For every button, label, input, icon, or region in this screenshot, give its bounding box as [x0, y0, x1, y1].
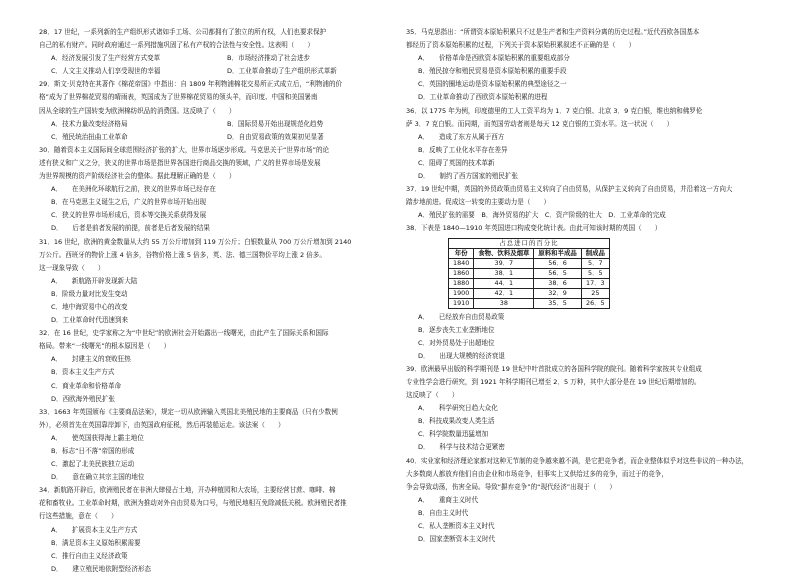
question-text-line: 都经历了资本原始积累的过程，下列关于资本原始积累叙述不正确的是（ ） [406, 41, 636, 50]
answer-option: C．地中海贸易中心的改变 [51, 302, 128, 311]
question-text-line: 外），必须首先在英国靠岸卸下，由英国政府征税，然后再装船运走。该法案（ ） [39, 420, 285, 429]
answer-option: C．对外贸易处于出超地位 [418, 338, 495, 347]
question-text-line: 述有狭义和广义之分，狭义的世界市场是指世界各国进行商品交换的领域，广义的世界市场是发展 [39, 158, 321, 167]
question-text-line: 萨 3．7 克白银。而同期，而英国劳动者则是每天 12 克白银的工资水平。这一状况（ ） [406, 119, 674, 128]
answer-option: D．自由贸易政策的效果初见显著 [227, 132, 324, 141]
option-row [406, 533, 758, 546]
answer-option: D．国家垄断资本主义时代 [418, 535, 496, 544]
data-table [448, 238, 610, 309]
option-row [406, 170, 758, 183]
answer-option: B．满足资本主义原始积累需要 [51, 538, 141, 547]
question-text-line: 40．实业家和经济理论家都对这种无节制的竞争越来越不满，是它把竞争者，而企业整体似乎对这些非议的一种办法， [406, 456, 749, 465]
option-row [39, 563, 389, 576]
answer-option: D．西欧海外殖民扩张 [51, 394, 115, 403]
question-text-line: 这一现象导致（ ） [39, 263, 105, 272]
table-cell: 17．3 [581, 278, 609, 288]
option-row [406, 520, 758, 533]
option-row [406, 78, 758, 91]
question-text-line: 万公斤。西班牙的物价上涨 4 倍多，谷物价格上涨 5 倍多，英、法、德三国物价平均上涨 2 倍多。 [39, 250, 326, 259]
answer-option: C．商业革命和价格革命 [51, 381, 122, 390]
option-row [406, 52, 758, 65]
table-cell: 5．5 [581, 268, 609, 278]
option-row [39, 183, 389, 196]
table-header-cell: 制成品 [581, 248, 609, 258]
answer-option: D．工业革命推动了西欧资本原始积累的进程 [418, 93, 548, 102]
answer-option: A． 封建主义的衰败狂热 [51, 355, 131, 364]
answer-option: C．英国的圈地运动是资本原始积累的典型途径之一 [418, 80, 567, 89]
answer-option: A．技术力量改变经济格局 [51, 119, 128, 128]
question-text-line: 38．下表是 1840—1910 年英国进口构成变化统计表。由此可知该时期的英国（ ） [406, 224, 662, 233]
question-text-line: 格局。带来“一线曙光”的根本原因是（ ） [39, 342, 171, 351]
answer-option: A．殖民扩张的需要 B．海外贸易的扩大 C．资产阶级的壮大 D．工业革命的完成 [418, 211, 666, 220]
question-text-line: 踏步地前进。促成这一转变的主要动力是（ ） [406, 198, 551, 207]
question [406, 363, 758, 455]
answer-option: C．推行自由主义经济政策 [51, 551, 128, 560]
option-row [406, 507, 758, 520]
option-row [39, 131, 389, 144]
question-text-line: 这反映了（ ） [406, 391, 459, 400]
answer-option: C．殖民统治扭曲工业革命 [51, 132, 128, 141]
option-row [406, 157, 758, 170]
option-row [39, 314, 389, 327]
table-cell: 38．6 [534, 278, 581, 288]
option-row [39, 52, 389, 65]
table-cell: 1860 [449, 268, 474, 278]
option-row [39, 353, 389, 366]
answer-option: A． 价格革命是西欧资本原始积累的重要组成部分 [418, 54, 570, 63]
table-row [449, 288, 610, 298]
question-text-line: 34．新航路开辟后，欧洲殖民者在非洲大肆侵占土地，开办种植园和大农场，主要经营甘蔗、咖啡、棉 [39, 486, 336, 495]
table-cell: 38 [474, 298, 534, 308]
question-text-line: 32．在 16 世纪，史学家称之为“中世纪”的欧洲社会开始露出一线曙光，由此产生了国际关系和国际 [39, 329, 329, 338]
answer-option: D．工业革命时代迅速到来 [51, 316, 129, 325]
answer-option: C．狭义的世界市场形成后，资本等交换关系获得发展 [51, 211, 207, 220]
question [39, 236, 389, 328]
question-text-line: 行这些措施，意在（ ） [39, 512, 118, 521]
option-row [39, 537, 389, 550]
answer-option: C．激起了北美民族独立运动 [51, 460, 135, 469]
question [39, 26, 389, 78]
answer-option: C．人文主义推动人们享受现世的幸福 [51, 67, 161, 76]
question [39, 484, 389, 576]
answer-option: B．在马克思主义诞生之后，广义的世界市场开始出现 [51, 198, 207, 207]
table-cell: 39．7 [474, 258, 534, 268]
table-cell: 1900 [449, 288, 474, 298]
option-row [39, 393, 389, 406]
question-text-line: 花和畜牧业。工业革命时期，欧洲为推动对外自由贸易为口号，与殖民地相互免除减低关税。欧洲殖民者推 [39, 499, 347, 508]
table-cell: 35．5 [534, 298, 581, 308]
option-row [39, 445, 389, 458]
option-row [406, 65, 758, 78]
answer-option: D． 出现大规模的经济衰退 [418, 351, 505, 360]
answer-option: D． 建立殖民地依附型经济形态 [51, 564, 151, 573]
table-cell: 56．6 [534, 258, 581, 268]
question-text-line: 39．欧洲最早出版的科学期刊是 19 世纪中叶首批成立的各国科学院的院刊。随着科学家按其专业组成 [406, 364, 702, 373]
table-cell: 1880 [449, 278, 474, 288]
option-row [39, 288, 389, 301]
question [406, 222, 758, 362]
answer-option: D． 制约了西方国家的殖民扩张 [418, 172, 518, 181]
answer-option: C．阻碍了英国的技术革新 [418, 158, 495, 167]
option-row [39, 458, 389, 471]
question [39, 327, 389, 406]
table-row [449, 298, 610, 308]
option-row [406, 209, 758, 222]
right-column [406, 26, 758, 546]
answer-option: A． 使英国获得海上霸主地位 [51, 433, 144, 442]
question-text-line: 大多数商人都放弃他们自由企业和市场竞争，但事实上又供给过多的竞争，而过于的竞争， [406, 469, 668, 478]
answer-option: B．标志“日不落”帝国的形成 [51, 447, 135, 455]
question [406, 105, 758, 184]
table-cell: 1910 [449, 298, 474, 308]
question-text-line: 37．19 世纪中期，英国的外贸政策由贸易主义转向了自由贸易，从保护主义转向了自由贸易，并沿着这一方向大 [406, 185, 733, 194]
option-row [406, 441, 758, 454]
question [406, 26, 758, 105]
answer-option: D． 后者是前者发展的前提，前者是后者发展的结果 [51, 224, 210, 233]
table-row [449, 278, 610, 288]
option-row [39, 380, 389, 393]
option-row [406, 415, 758, 428]
option-row [39, 222, 389, 235]
option-row [39, 366, 389, 379]
question-text-line: 自己的私有财产。同时政府通过一系列措施巩固了私有产权的合法性与安全性。这表明（ ） [39, 41, 314, 50]
table-row [449, 268, 610, 278]
question [39, 144, 389, 236]
question-text-line: 专业性学会进行研究，到 1921 年科学期刊已增至 2．5 万种，其中大部分是在 19 世纪后期增加的。 [406, 377, 701, 386]
table-cell: 38．1 [474, 268, 534, 278]
answer-option: B．阶级力量对比发生变动 [51, 289, 128, 298]
answer-option: A． 重商主义时代 [418, 495, 479, 504]
answer-option: C．私人垄断资本主义时代 [418, 522, 495, 530]
answer-option: A． 科学研究日趋大众化 [418, 404, 498, 413]
option-row [39, 471, 389, 484]
table-header-row [449, 248, 610, 258]
table-caption-row [449, 238, 610, 248]
question [39, 78, 389, 143]
answer-option: B．资本主义生产方式 [51, 368, 115, 377]
table-cell: 25 [581, 288, 609, 298]
question-text-line: 29．斯文·贝克特在其著作《棉花帝国》中指出：自 1809 年利物浦棉花交易所正式成立后，“利物浦的价 [39, 80, 343, 89]
question-text-line: 33．1663 年英国颁布《主要商品法案》，规定一切从欧洲输入英国北美殖民地的主要商品（只有少数例 [39, 407, 338, 416]
option-row [406, 311, 758, 324]
table-cell: 1840 [449, 258, 474, 268]
table-cell: 5．7 [581, 258, 609, 268]
option-row [39, 118, 389, 131]
option-row [406, 324, 758, 337]
table-cell: 42．1 [474, 288, 534, 298]
option-row [406, 91, 758, 104]
answer-option: B．殖民掠夺和殖民贸易是资本原始积累的重要手段 [418, 67, 567, 76]
answer-option: B．反映了工业化水平存在差异 [418, 145, 508, 154]
question-text-line: 因从全球的生产国转变为欧洲棉纺织品的消费国。这反映了（ ） [39, 106, 236, 115]
option-row [39, 65, 389, 78]
answer-option: B．逐步丧失工业垄断地位 [418, 325, 495, 334]
question-text-line: 28．17 世纪，一系列新的生产组织形式诸如手工场、公司都拥有了独立的所有权，人们也要求保护 [39, 28, 327, 36]
option-row [39, 275, 389, 288]
option-row [406, 428, 758, 441]
question [39, 406, 389, 485]
left-column [39, 26, 389, 576]
table-cell: 26．5 [581, 298, 609, 308]
option-row [39, 301, 389, 314]
option-row [406, 494, 758, 507]
table-header-cell: 年份 [449, 248, 474, 258]
option-row [39, 432, 389, 445]
table-cell: 44．1 [474, 278, 534, 288]
option-row [406, 350, 758, 363]
answer-option: C．科学院数量迅猛增加 [418, 430, 489, 439]
answer-option: B．自由主义时代 [418, 508, 469, 517]
table-cell: 32．9 [534, 288, 581, 298]
question-text-line: 为世界规模的资产阶级经济社会的整体。据此理解正确的是（ ） [39, 172, 236, 181]
option-row [406, 131, 758, 144]
question [406, 183, 758, 222]
answer-option: A． 在美洲化环球航行之前，狭义的世界市场已经存在 [51, 185, 216, 194]
question-text-line: 36．以 1775 年为例，印度德里的工人工资平均为 1．7 克白银、北京 3．9 克白银，维也纳和佛罗伦 [406, 106, 703, 115]
option-row [406, 402, 758, 415]
answer-option: B．国际贸易开始出现规范化趋势 [227, 119, 324, 128]
option-row [406, 337, 758, 350]
option-row [406, 144, 758, 157]
question-text-line: 30．随着资本主义国际间全球范围经济扩张的扩大，世界市场逐步形成。马克思关于“世界市场”的论 [39, 145, 330, 154]
option-row [39, 524, 389, 537]
question-text-line: 31．16 世纪，欧洲的黄金数量从大约 55 万公斤增加到 119 万公斤；白银数量从 700 万公斤增加到 2140 [39, 237, 352, 246]
question-text-line: 35．马克思指出：“所谓资本原始积累只不过是生产者和生产资料分离的历史过程。”近代西欧各国基本 [406, 28, 700, 36]
answer-option: A．经济发展引发了生产经营方式变革 [51, 54, 161, 63]
answer-option: D． 科学与技术结合更紧密 [418, 443, 505, 452]
table-header-cell: 原料和半成品 [534, 248, 581, 258]
answer-option: D．工业革命推动了生产组织形式革新 [227, 67, 337, 76]
answer-option: B．科技成果改变人类生活 [418, 417, 495, 426]
table-caption: 占总进口的百分比 [449, 238, 610, 248]
answer-option: A． 已经放弃自由贸易政策 [418, 312, 505, 321]
table-header-cell: 食物、饮料及烟草 [474, 248, 534, 258]
option-row [39, 196, 389, 209]
question-text-line: 格”成为了世界棉花贸易的晴雨表，英国成为了世界棉花贸易的领头羊，而印度、中国和美国暑南 [39, 93, 318, 102]
answer-option: A． 扩展资本主义生产方式 [51, 525, 138, 534]
answer-option: D． 意在确立其宗主国的地位 [51, 473, 145, 482]
answer-option: A． 造成了东方从属于西方 [418, 132, 505, 141]
option-row [39, 209, 389, 222]
answer-option: A． 新航路开辟发现新大陆 [51, 276, 138, 285]
answer-option: B．市场经济推动了社会进步 [227, 54, 311, 63]
question [406, 455, 758, 547]
question-text-line: 争会导致动荡，伤害全局。导致“摒弃竞争”的“现代经济”出现于（ ） [406, 482, 616, 491]
table-cell: 56．5 [534, 268, 581, 278]
table-row [449, 258, 610, 268]
